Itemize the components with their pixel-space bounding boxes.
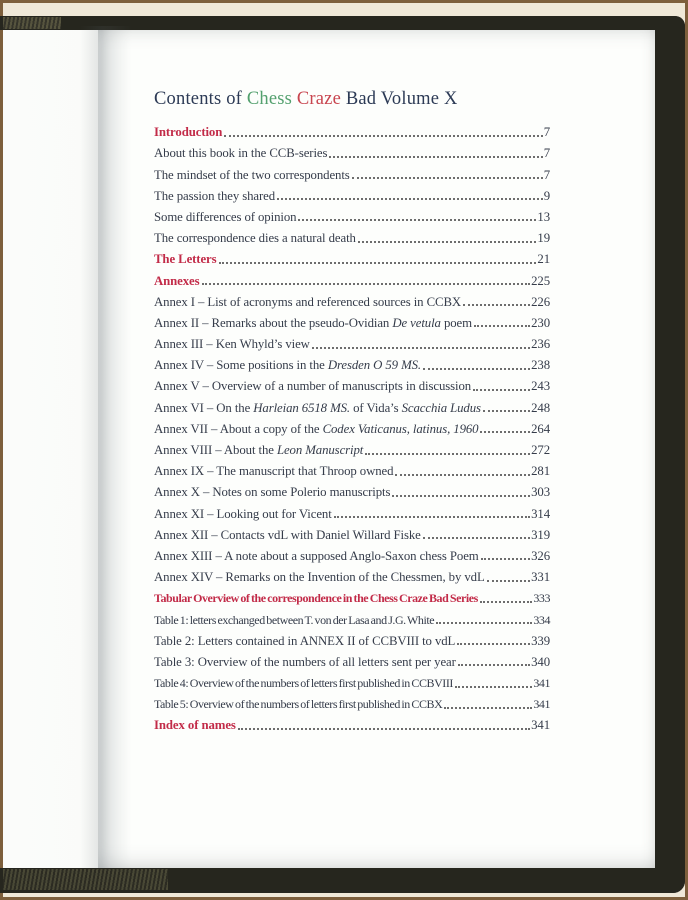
- toc-page-number: 9: [543, 188, 550, 203]
- toc-entry: [154, 394, 550, 415]
- toc-entry-label: [154, 231, 356, 246]
- toc-entry-label: [154, 697, 442, 712]
- toc-entry-text: Annex III – Ken Whyld’s view: [154, 337, 310, 352]
- toc-entry: [154, 522, 550, 543]
- dot-leader: [358, 241, 537, 243]
- toc-entry-text: Table 4: Overview of the numbers of letters first published in CCBVIII: [154, 676, 453, 691]
- toc-entry: [154, 225, 550, 246]
- toc-entry-text: Annex XII – Contacts vdL with Daniel Willard Fiske: [154, 527, 421, 542]
- toc-entry: [154, 564, 550, 585]
- toc-entry-text: Tabular Overview of the correspondence in the Chess Craze Bad Series: [154, 591, 478, 606]
- toc-page-number: 341: [531, 718, 550, 733]
- toc-entry-label: [154, 274, 200, 289]
- dot-leader: [487, 580, 530, 582]
- cover-cloth-texture-top: [3, 17, 61, 29]
- toc-page-number: 341: [533, 676, 550, 691]
- toc-entry-text: Annex VIII – About the: [154, 443, 277, 457]
- toc-page-number: 272: [531, 443, 550, 457]
- toc-entry: [154, 649, 550, 670]
- dot-leader: [474, 325, 530, 327]
- toc-entry-label: [154, 295, 461, 310]
- book-page: [98, 30, 655, 868]
- toc-entry-label: [154, 401, 481, 416]
- toc-entry: [154, 585, 550, 606]
- toc-entry-label: [154, 591, 478, 606]
- toc-list: [154, 119, 550, 733]
- dot-leader: [329, 156, 542, 158]
- dot-leader: [395, 474, 530, 476]
- toc-entry: [154, 606, 550, 627]
- toc-entry: [154, 670, 550, 691]
- toc-entry: [154, 183, 550, 204]
- dot-leader: [463, 304, 530, 306]
- dot-leader: [238, 728, 530, 730]
- toc-page-number: 339: [531, 633, 550, 648]
- toc-page-number: 230: [531, 315, 550, 330]
- toc-entry-text: Introduction: [154, 125, 223, 140]
- toc-entry-label: [154, 146, 327, 161]
- toc-page-number: 238: [531, 358, 550, 373]
- toc-entry-text: Annex V – Overview of a number of manuscripts in discussion: [154, 379, 472, 394]
- toc-entry-label: [154, 189, 275, 204]
- toc-entry: [154, 373, 550, 394]
- toc-entry-label: [154, 507, 332, 522]
- toc-page-number: 243: [531, 379, 550, 394]
- dot-leader: [334, 516, 530, 518]
- toc-page-number: 331: [531, 570, 550, 585]
- dot-leader: [219, 262, 537, 264]
- dot-leader: [483, 410, 530, 412]
- toc-entry-italic-text: De vetula: [392, 315, 441, 330]
- dot-leader: [352, 177, 543, 179]
- toc-page-number: 319: [531, 527, 550, 542]
- dot-leader: [458, 664, 530, 666]
- toc-entry-text: Annex XIII – A note about a supposed Anglo-Saxon chess Poem: [154, 548, 479, 563]
- dot-leader: [298, 219, 536, 221]
- toc-page-number: 333: [533, 591, 550, 606]
- toc-entry-label: [154, 316, 472, 331]
- toc-entry-italic-text: Scacchia Ludus: [401, 400, 481, 415]
- dot-leader: [480, 431, 530, 433]
- toc-entry-text: The Letters: [154, 252, 217, 267]
- dot-leader: [365, 453, 530, 455]
- toc-entry: [154, 628, 550, 649]
- title-part: Bad Volume X: [345, 89, 458, 109]
- toc-page-number: 248: [531, 400, 550, 415]
- toc-entry-label: [154, 634, 455, 649]
- toc-entry-label: [154, 168, 350, 183]
- toc-entry-italic-text: Codex Vaticanus, latinus, 1960: [322, 421, 479, 436]
- toc-entry-text: Table 2: Letters contained in ANNEX II of CCBVIII to vdL: [154, 633, 456, 648]
- dot-leader: [480, 601, 533, 603]
- toc-entry: [154, 204, 550, 225]
- toc-entry: [154, 267, 550, 288]
- toc-entry-text: The correspondence dies a natural death: [154, 231, 356, 246]
- toc-entry: [154, 543, 550, 564]
- toc-entry-text: Annexes: [154, 273, 200, 288]
- dot-leader: [473, 389, 530, 391]
- title-part: Craze: [296, 89, 346, 109]
- toc-entry-label: [154, 464, 393, 479]
- dot-leader: [202, 283, 531, 285]
- toc-entry-text: Annex VI – On the: [154, 400, 254, 415]
- toc-entry: [154, 416, 550, 437]
- dot-leader: [277, 198, 543, 200]
- toc-entry: [154, 500, 550, 521]
- toc-entry-text: Annex VII – About a copy of the: [154, 421, 323, 436]
- toc-entry-text: Index of names: [154, 718, 236, 733]
- toc-entry-italic-text: Dresden O 59 MS.: [327, 358, 422, 373]
- toc-entry-text: Table 1: letters exchanged between T. von der Lasa and J.G. White: [154, 612, 435, 627]
- toc-entry: [154, 140, 550, 161]
- toc-page-number: 236: [531, 337, 550, 352]
- cover-cloth-texture-bottom: [3, 869, 168, 890]
- page-title: [154, 86, 550, 112]
- toc-page-number: 19: [537, 231, 550, 246]
- toc-entry-label: [154, 718, 236, 733]
- toc-page-number: 314: [531, 506, 550, 521]
- toc-entry: [154, 119, 550, 140]
- toc-page-number: 334: [533, 612, 550, 627]
- toc-entry-label: [154, 379, 471, 394]
- toc-page-number: 13: [537, 209, 550, 224]
- toc-entry-text: Some differences of opinion: [154, 209, 297, 224]
- toc-entry-text: About this book in the CCB-series: [154, 146, 328, 161]
- toc-entry-label: [154, 528, 421, 543]
- dot-leader: [436, 622, 532, 624]
- toc-entry-text: The passion they shared: [154, 188, 276, 203]
- toc-entry: [154, 691, 550, 712]
- toc-entry-label: [154, 485, 390, 500]
- toc-entry-label: [154, 210, 296, 225]
- toc-entry-label: [154, 613, 434, 628]
- toc-entry: [154, 712, 550, 733]
- toc-entry-text: Annex X – Notes on some Polerio manuscripts: [154, 485, 391, 500]
- toc-entry-text: of Vida’s: [350, 400, 402, 415]
- dot-leader: [423, 537, 530, 539]
- toc-entry-label: [154, 358, 421, 373]
- toc-entry-text: Annex XI – Looking out for Vicent: [154, 506, 332, 521]
- toc-entry: [154, 331, 550, 352]
- toc-entry-label: [154, 422, 478, 437]
- dot-leader: [455, 686, 532, 688]
- toc-page-number: 326: [531, 548, 550, 563]
- dot-leader: [423, 368, 530, 370]
- toc-entry-italic-text: Harleian 6518 MS.: [253, 400, 351, 415]
- dot-leader: [224, 135, 542, 137]
- toc-entry-label: [154, 676, 453, 691]
- toc-page-number: 7: [543, 146, 550, 161]
- toc-page-number: 7: [543, 167, 550, 182]
- toc-entry-italic-text: Leon Manuscript: [276, 443, 364, 457]
- toc-entry-label: [154, 443, 363, 458]
- dot-leader: [312, 347, 530, 349]
- table-of-contents: [154, 86, 550, 733]
- toc-entry: [154, 246, 550, 267]
- toc-entry-label: [154, 125, 222, 140]
- toc-entry-text: The mindset of the two correspondents: [154, 167, 350, 182]
- toc-entry-text: Table 3: Overview of the numbers of all letters sent per year: [154, 654, 456, 669]
- toc-entry: [154, 437, 550, 458]
- toc-entry-text: Annex II – Remarks about the pseudo-Ovidian: [154, 315, 393, 330]
- dot-leader: [457, 643, 530, 645]
- toc-entry: [154, 161, 550, 182]
- toc-entry-text: Annex IX – The manuscript that Throop owned: [154, 464, 394, 479]
- toc-page-number: 281: [531, 464, 550, 479]
- toc-entry: [154, 310, 550, 331]
- toc-page-number: 264: [531, 421, 550, 436]
- toc-entry: [154, 458, 550, 479]
- toc-entry-label: [154, 655, 456, 670]
- toc-entry-text: Annex IV – Some positions in the: [154, 358, 328, 373]
- toc-page-number: 303: [531, 485, 550, 500]
- toc-entry-text: Annex I – List of acronyms and referenced sources in CCBX: [154, 294, 462, 309]
- toc-page-number: 340: [531, 654, 550, 669]
- toc-page-number: 226: [531, 294, 550, 309]
- toc-entry-text: Table 5: Overview of the numbers of letters first published in CCBX: [154, 697, 443, 712]
- dot-leader: [444, 707, 532, 709]
- toc-page-number: 21: [537, 252, 550, 267]
- toc-page-number: 7: [543, 125, 550, 140]
- toc-entry-label: [154, 570, 485, 585]
- toc-entry: [154, 479, 550, 500]
- title-part: Chess: [246, 89, 297, 109]
- toc-page-number: 225: [531, 273, 550, 288]
- toc-entry: [154, 352, 550, 373]
- toc-entry: [154, 289, 550, 310]
- toc-entry-text: poem: [440, 315, 472, 330]
- dot-leader: [392, 495, 530, 497]
- toc-entry-label: [154, 252, 217, 267]
- dot-leader: [481, 558, 530, 560]
- toc-entry-label: [154, 337, 310, 352]
- toc-page-number: 341: [533, 697, 550, 712]
- title-part: Contents of: [154, 89, 247, 109]
- toc-entry-text: Annex XIV – Remarks on the Invention of the Chessmen, by vdL: [154, 570, 485, 585]
- toc-entry-label: [154, 549, 479, 564]
